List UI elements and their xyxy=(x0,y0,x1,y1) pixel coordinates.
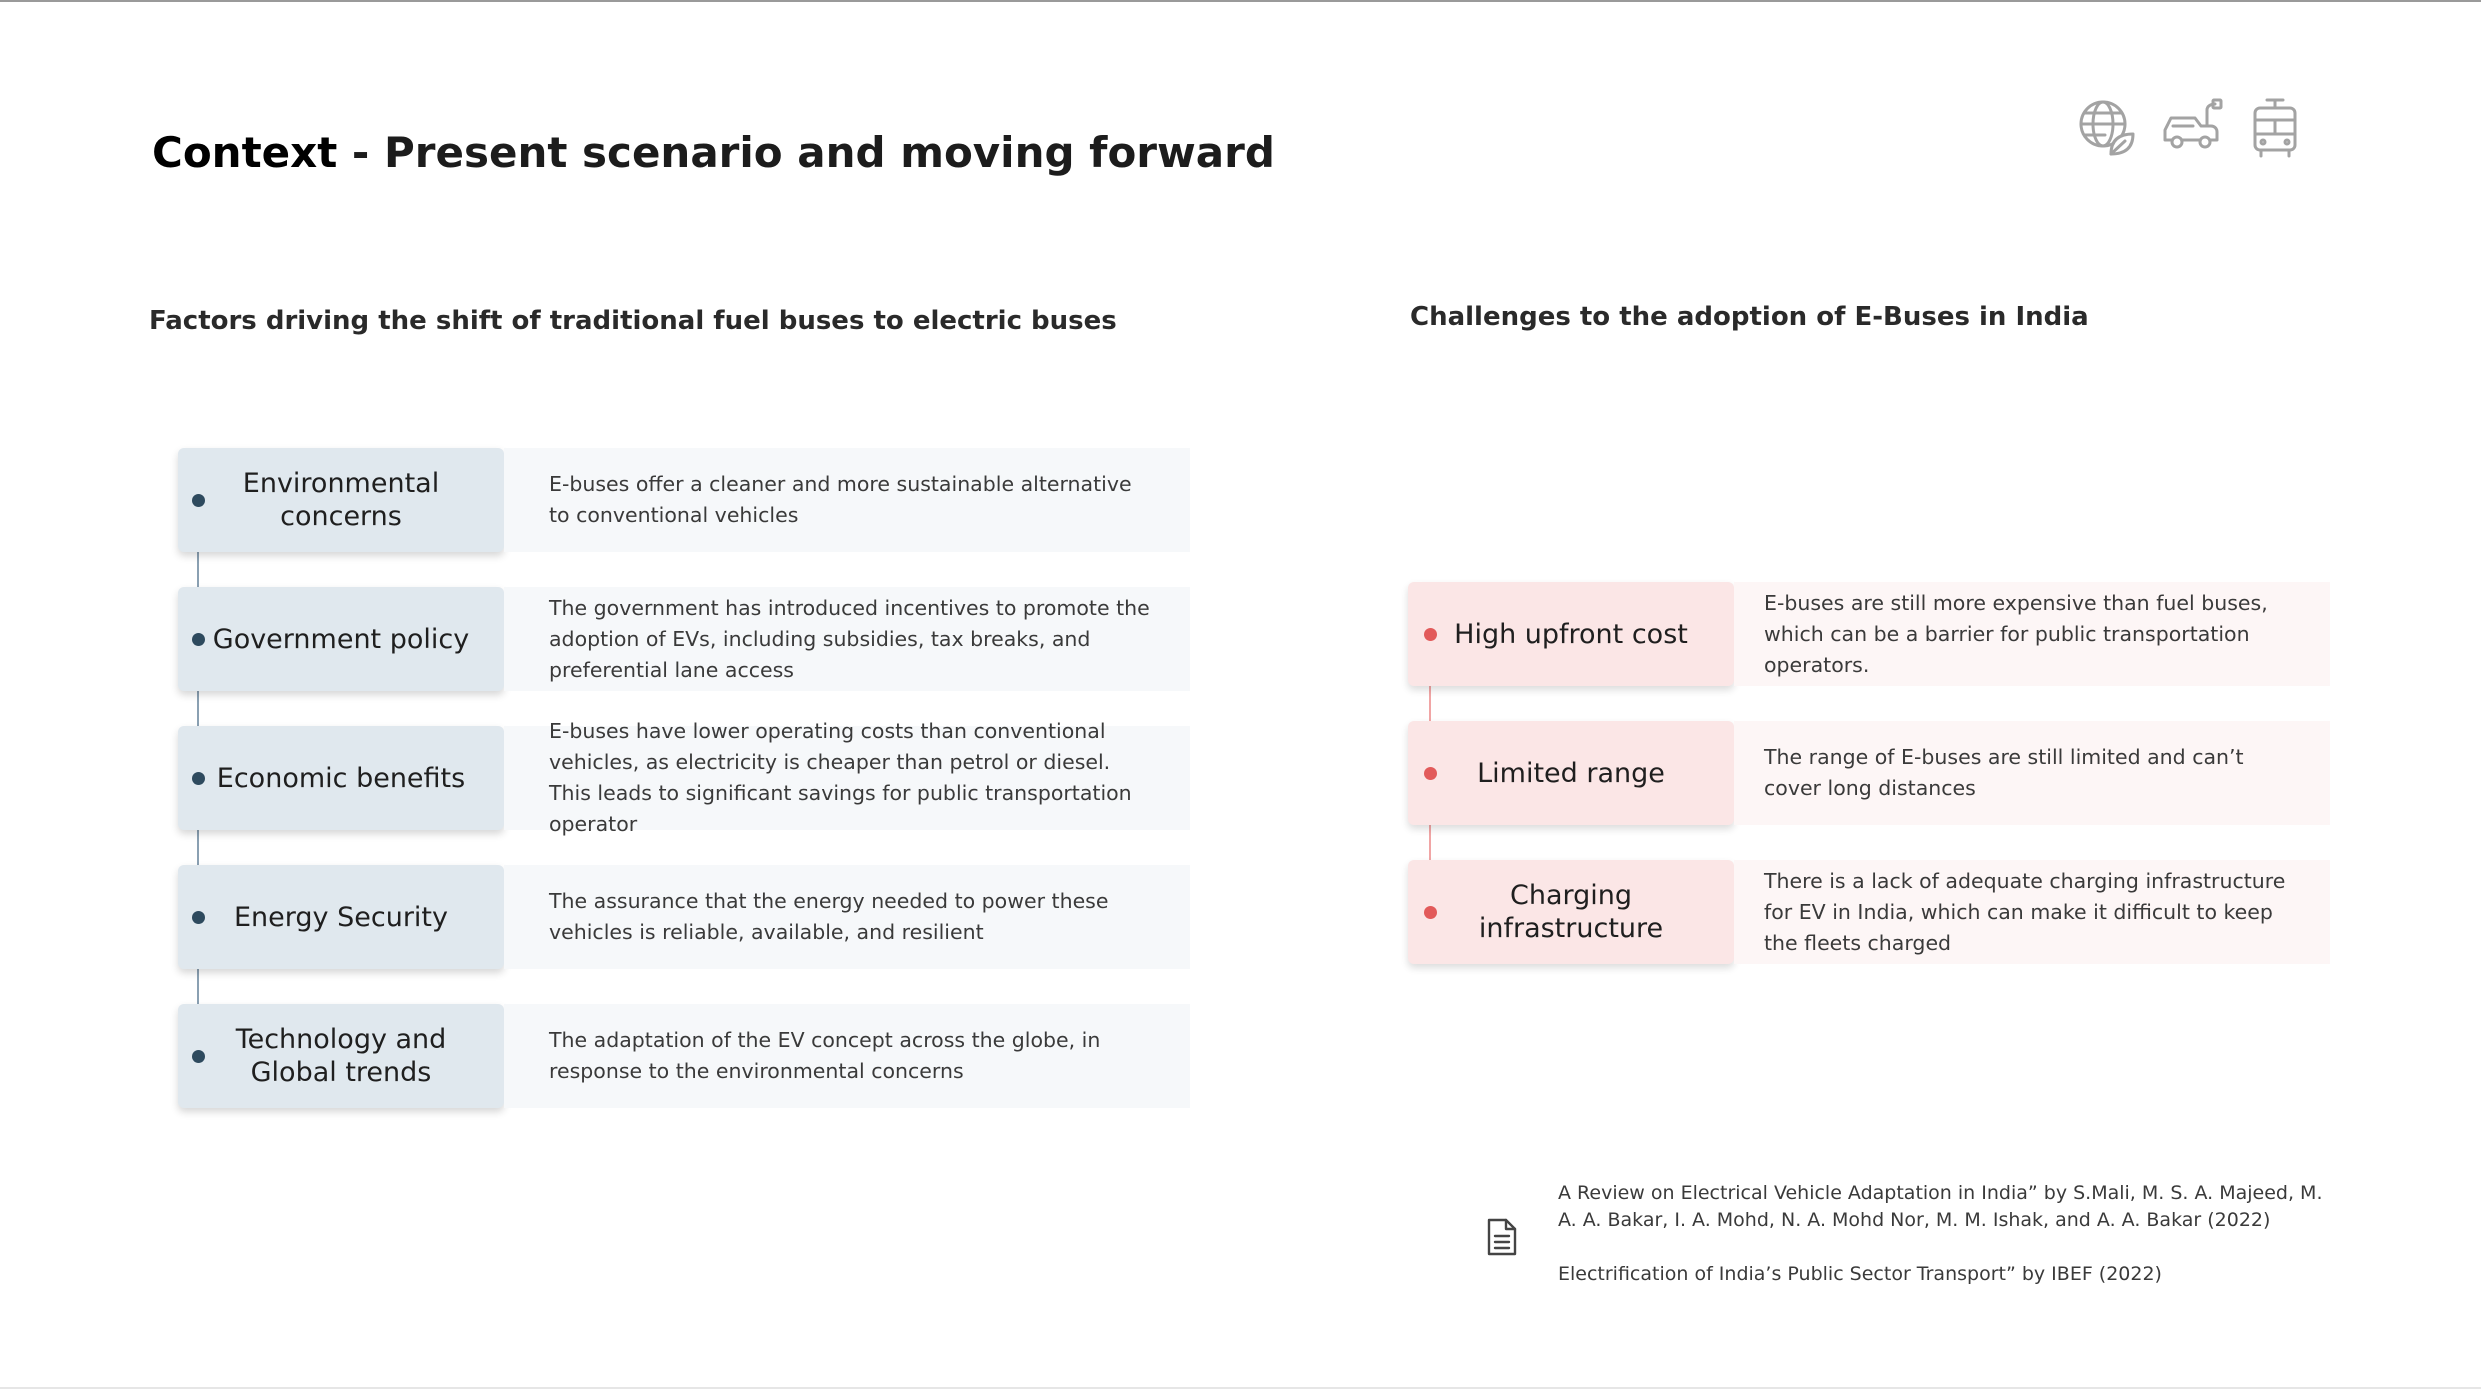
challenge-row xyxy=(1408,582,2330,686)
bus-icon xyxy=(2243,96,2307,160)
globe-leaf-icon xyxy=(2075,96,2139,160)
timeline-dot xyxy=(192,911,205,924)
challenge-description: E-buses are still more expensive than fuel buses, which can be a barrier for public transportation operators. xyxy=(1734,582,2330,686)
factor-label-box: Environmental concerns xyxy=(178,448,504,552)
timeline-dot xyxy=(1424,767,1437,780)
factors-heading: Factors driving the shift of traditional fuel buses to electric buses xyxy=(149,306,1117,336)
page-title-rest: - Present scenario and moving forward xyxy=(337,128,1275,177)
page-title xyxy=(152,128,1275,177)
reference-item: Electrification of India’s Public Sector Transport” by IBEF (2022) xyxy=(1558,1263,2162,1285)
factor-description: The assurance that the energy needed to power these vehicles is reliable, available, and resilient xyxy=(504,865,1190,969)
page-title-bold: Context xyxy=(152,128,338,177)
timeline-dot xyxy=(1424,628,1437,641)
timeline-dot xyxy=(192,494,205,507)
factor-description: E-buses offer a cleaner and more sustainable alternative to conventional vehicles xyxy=(504,448,1190,552)
challenges-heading: Challenges to the adoption of E-Buses in India xyxy=(1410,302,2089,332)
factor-label-box: Economic benefits xyxy=(178,726,504,830)
timeline-dot xyxy=(1424,906,1437,919)
challenge-label-box: High upfront cost xyxy=(1408,582,1734,686)
timeline-dot xyxy=(192,772,205,785)
document-icon xyxy=(1486,1218,1518,1256)
challenge-description: There is a lack of adequate charging infrastructure for EV in India, which can make it difficult to keep the fleets charged xyxy=(1734,860,2330,964)
top-divider xyxy=(0,0,2481,2)
factor-row xyxy=(178,865,1190,969)
factor-description: E-buses have lower operating costs than conventional vehicles, as electricity is cheaper than petrol or diesel. This leads to significant savings for public transportation operator xyxy=(504,726,1190,830)
reference-item: A Review on Electrical Vehicle Adaptation in India” by S.Mali, M. S. A. Majeed, M. A. A. Bakar, I. A. Mohd, N. A. Mohd Nor, M. M. Ishak, and A. A. Bakar (2022) xyxy=(1558,1182,2323,1231)
timeline-dot xyxy=(192,633,205,646)
factor-row xyxy=(178,1004,1190,1108)
challenge-row xyxy=(1408,860,2330,964)
challenge-label-box: Charging infrastructure xyxy=(1408,860,1734,964)
ev-car-plug-icon xyxy=(2159,96,2223,160)
factor-row xyxy=(178,719,1190,836)
factor-label-box: Technology and Global trends xyxy=(178,1004,504,1108)
factor-row xyxy=(178,448,1190,552)
challenge-label-box: Limited range xyxy=(1408,721,1734,825)
factor-description: The adaptation of the EV concept across the globe, in response to the environmental concerns xyxy=(504,1004,1190,1108)
timeline-dot xyxy=(192,1050,205,1063)
factor-row xyxy=(178,587,1190,691)
factor-label-box: Energy Security xyxy=(178,865,504,969)
challenge-description: The range of E-buses are still limited and can’t cover long distances xyxy=(1734,721,2330,825)
challenge-row xyxy=(1408,721,2330,825)
header-icons xyxy=(2075,96,2307,160)
factor-label-box: Government policy xyxy=(178,587,504,691)
factor-description: The government has introduced incentives to promote the adoption of EVs, including subsidies, tax breaks, and preferential lane access xyxy=(504,587,1190,691)
